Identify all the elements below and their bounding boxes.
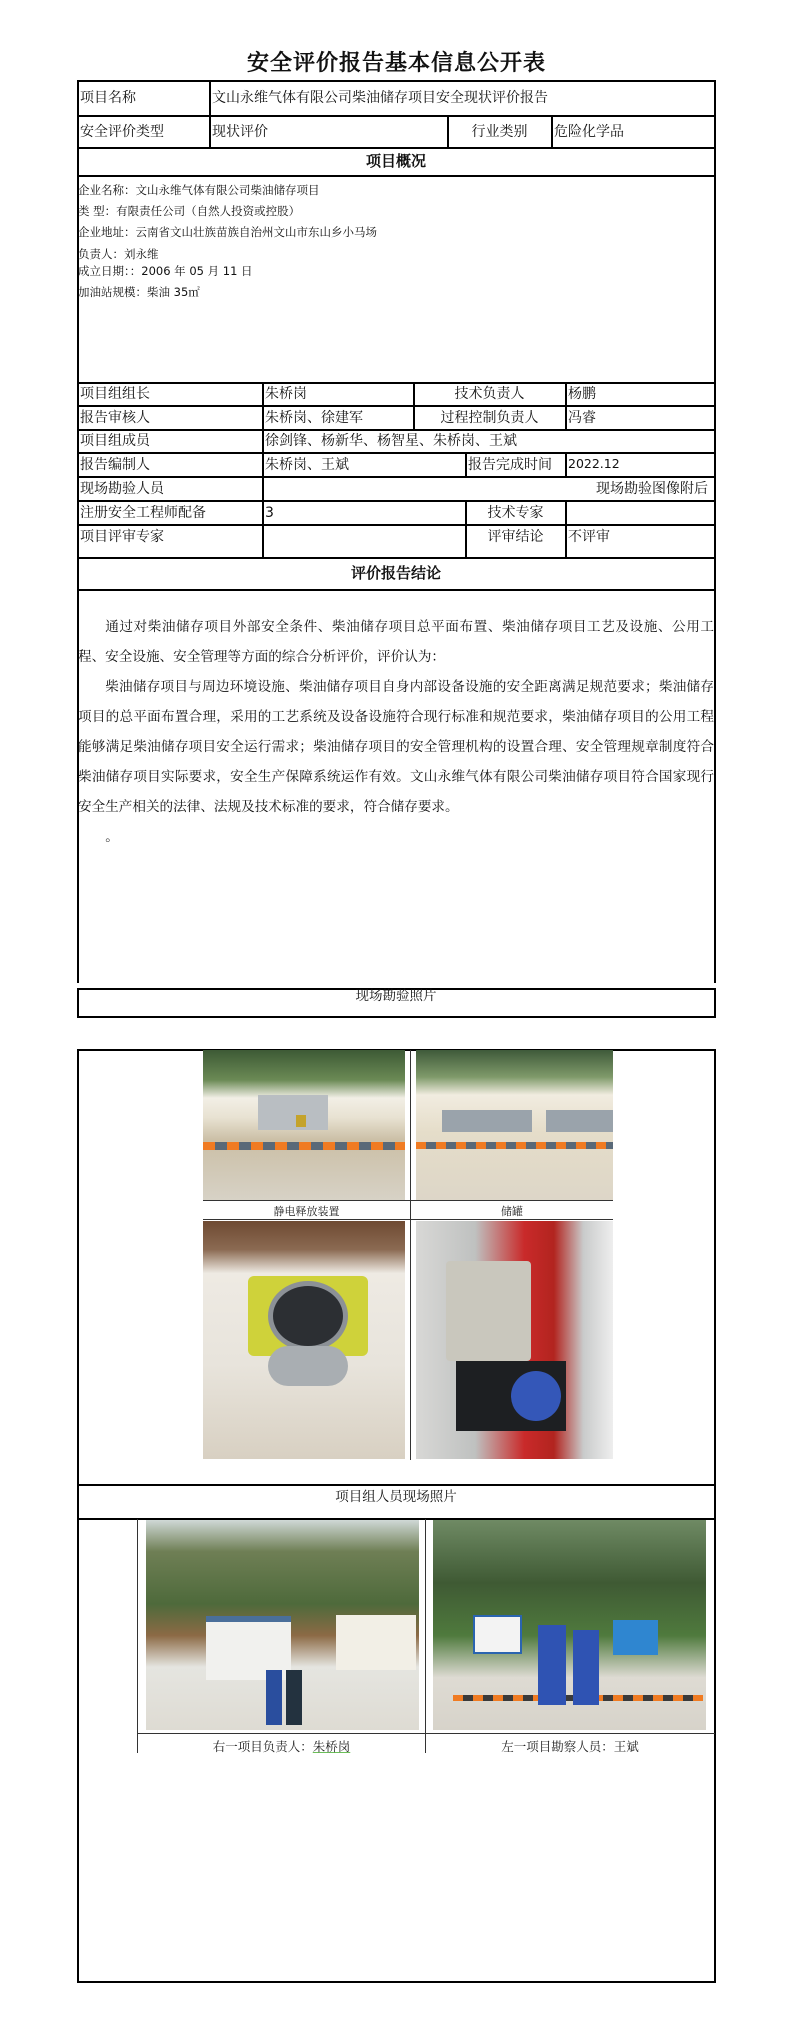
project-name-label: 项目名称 — [80, 90, 136, 106]
caption-team-leader — [138, 1737, 425, 1755]
review-result-label: 评审结论 — [487, 529, 544, 545]
conclusion-paragraph-1: 通过对柴油储存项目外部安全条件、柴油储存项目总平面布置、柴油储存项目工艺及设施、公用工程、安全设施、安全管理等方面的综合分析评价，评价认为： — [78, 619, 714, 665]
team-leader-value: 朱桥岗 — [265, 386, 307, 402]
author-value: 朱桥岗、王斌 — [265, 456, 349, 473]
project-name-value: 文山永维气体有限公司柴油储存项目安全现状评价报告 — [212, 90, 548, 106]
industry-value: 危险化学品 — [554, 123, 624, 140]
review-expert-label: 项目评审专家 — [80, 529, 164, 545]
engineers-value: 3 — [265, 504, 274, 521]
completion-value: 2022.12 — [568, 456, 620, 472]
overview-heading: 项目概况 — [365, 152, 426, 170]
members-value: 徐剑锋、杨新华、杨智星、朱桥岗、王斌 — [265, 433, 517, 449]
team-leader-label: 项目组组长 — [80, 386, 150, 402]
team-photos-heading: 项目组人员现场照片 — [335, 1489, 457, 1506]
company-name-line: 企业名称：文山永维气体有限公司柴油储存项目 — [78, 183, 320, 197]
reviewer-label: 报告审核人 — [80, 409, 150, 426]
caption-surveyor-name: 王斌 — [613, 1739, 639, 1754]
industry-label: 行业类别 — [471, 123, 528, 140]
members-label: 项目组成员 — [80, 433, 150, 449]
company-type-line: 类 型：有限责任公司（自然人投资或控股） — [78, 204, 301, 218]
tech-lead-value: 杨鹏 — [568, 386, 596, 402]
company-address-line: 企业地址：云南省文山壮族苗族自治州文山市东山乡小马场 — [78, 225, 377, 239]
site-staff-value: 现场勘验图像附后 — [596, 480, 708, 497]
caption-storage-tank: 储罐 — [501, 1205, 523, 1218]
process-lead-label: 过程控制负责人 — [440, 409, 539, 426]
site-staff-label: 现场勘验人员 — [80, 480, 164, 497]
station-scale-line: 加油站规模：柴油 35㎡ — [78, 285, 200, 299]
caption-surveyor-prefix: 左一项目勘察人员： — [501, 1739, 614, 1754]
review-expert-value — [263, 525, 465, 557]
responsible-person-line: 负责人：刘永维 — [78, 247, 159, 261]
photo-gas-detector — [203, 1221, 405, 1459]
conclusion-heading: 评价报告结论 — [350, 564, 441, 582]
engineers-label: 注册安全工程师配备 — [80, 504, 206, 521]
caption-static-discharge: 静电释放装置 — [273, 1205, 340, 1218]
completion-label: 报告完成时间 — [468, 456, 552, 473]
photo-surveyor — [433, 1520, 706, 1730]
reviewer-value: 朱桥岗、徐建军 — [265, 409, 363, 426]
process-lead-value: 冯睿 — [568, 409, 596, 426]
eval-type-label: 安全评价类型 — [80, 123, 164, 140]
founding-date-line: 成立日期：：2006 年 05 月 11 日 — [78, 264, 253, 278]
page-title: 安全评价报告基本信息公开表 — [246, 51, 546, 76]
author-label: 报告编制人 — [80, 456, 150, 473]
photo-fuel-pump — [416, 1221, 613, 1459]
tech-lead-label: 技术负责人 — [454, 386, 525, 402]
site-photos-heading: 现场勘验照片 — [355, 988, 437, 1005]
conclusion-paragraph-2: 柴油储存项目与周边环境设施、柴油储存项目自身内部设备设施的安全距离满足规范要求；柴油储存项目的总平面布置合理，采用的工艺系统及设备设施符合现行标准和规范要求，柴油储存项目的公用工程能够满足柴油储存项目安全运行需求；柴油储存项目的安全管理机构的设置合理、安全管理规章制度符合柴油储存项目实际要求，安全生产保障系统运作有效。文山永维气体有限公司柴油储存项目符合国家现行安全生产相关的法律、法规及技术标准的要求，符合储存要求。 — [78, 679, 714, 815]
caption-team-leader-name: 朱桥岗 — [312, 1739, 351, 1754]
photo-static-discharge — [203, 1050, 405, 1200]
photo-storage-tank — [416, 1050, 613, 1200]
caption-surveyor — [426, 1737, 714, 1755]
conclusion-paragraph-3: 。 — [105, 829, 119, 845]
tech-expert-value — [566, 501, 714, 524]
tech-expert-label: 技术专家 — [487, 504, 544, 521]
caption-team-leader-prefix: 右一项目负责人： — [212, 1739, 313, 1754]
photo-team-leader — [146, 1520, 419, 1730]
review-result-value: 不评审 — [568, 529, 610, 545]
eval-type-value: 现状评价 — [212, 123, 268, 140]
